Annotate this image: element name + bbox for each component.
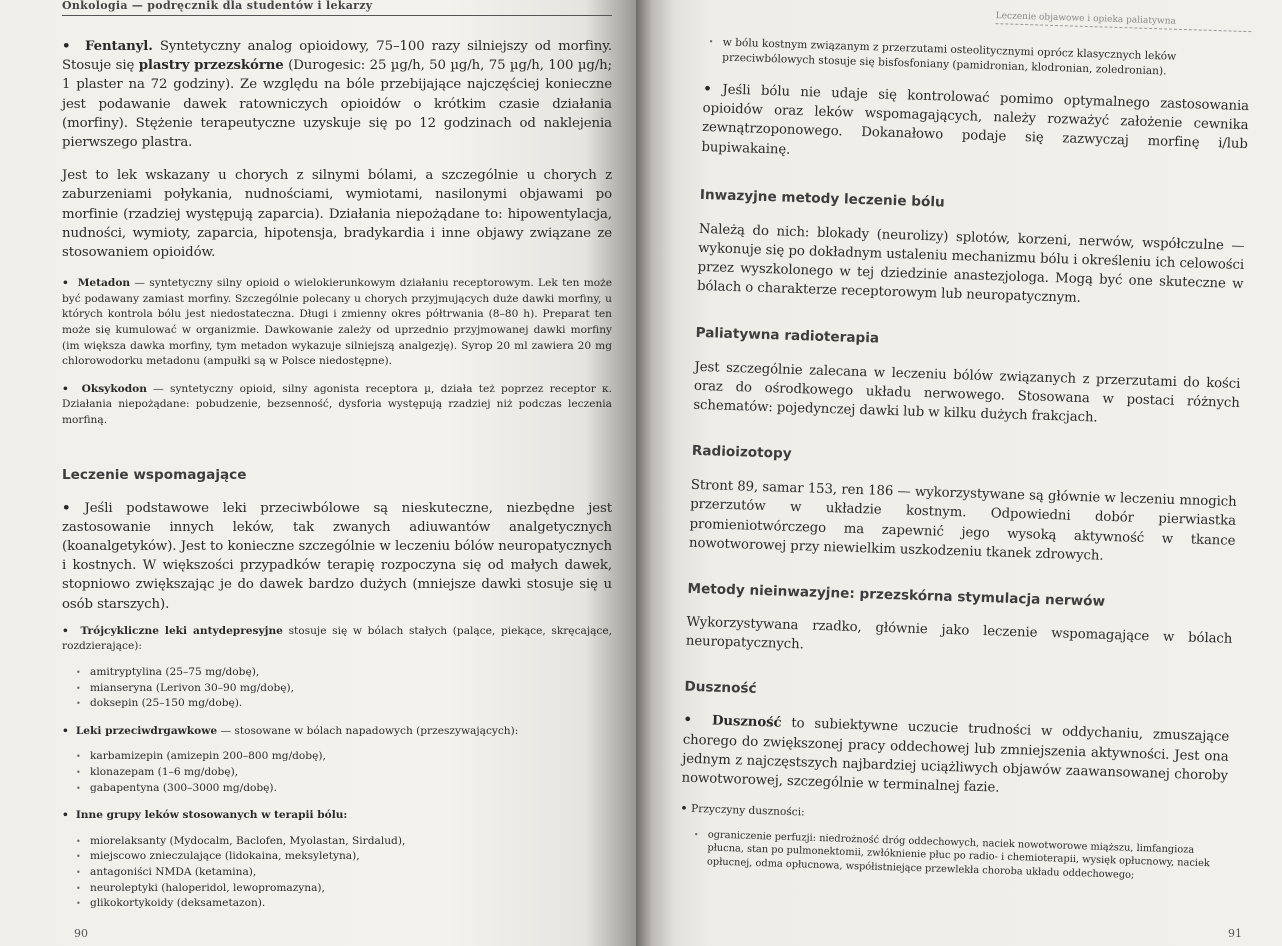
- list-item: • karbamizepin (amizepin 200–800 mg/dobę),: [80, 749, 612, 765]
- list-item: • doksepin (25–150 mg/dobę).: [80, 696, 612, 712]
- list-item: • glikokortykoidy (deksametazon).: [80, 896, 612, 912]
- przeciwdrgawkowe-paragraph: [62, 724, 612, 740]
- section-heading-radioterapia: Paliatywna radioterapia: [695, 324, 880, 347]
- list-item: • ograniczenie perfuzji: niedrożność dróg oddechowych, naciek nowotworowe miąższu, limfangioza płucna, stan po pulmonektomii, zwłóknienie płuc po radio- i chemioterapii, wysięk opłucnowy, naciek opłucnej, odma opłucnowa, współistniejące przewlekła choroba układu oddechowego;: [697, 828, 1226, 885]
- radioizotopy-paragraph: Stront 89, samar 153, ren 186 — wykorzystywane są głównie w leczeniu mnogich przerzutów w układzie kostnym. Odpowiedni dobór pierwiastka promieniotwórczego ma zapewnić jego wysoką aktywność w tkance nowotworowej przy niewielkim uszkodzeniu tkanek zdrowych.: [688, 477, 1237, 564]
- section-heading-inwazyjne: Inwazyjne metody leczenie bólu: [699, 186, 945, 211]
- list-item: • w bólu kostnym związanym z przerzutami osteolitycznymi oprócz klasycznych leków przeciwbólowych stosuje się bisfosfoniany (pamidronian, klodronian, zoledronian).: [712, 35, 1251, 81]
- list-item: • miejscowo znieczulające (lidokaina, meksyletyna),: [80, 849, 612, 865]
- inne-grupy-list: [62, 834, 612, 912]
- fentanyl-text-1: Syntetyczny analog opioidowy, 75–100 razy silniejszy od morfiny. Stosuje się: [62, 39, 612, 74]
- bisfosfoniany-list: [704, 35, 1251, 81]
- metadon-paragraph: [62, 276, 612, 370]
- inwazyjne-paragraph: Należą do nich: blokady (neurolizy) splotów, korzeni, nerwów, współczulne — wykonuje się po dokładnym ustaleniu mechanizmu bólu i określeniu ich celowości przez wyszkolonego w tej dziedzinie anastezjologa. Mogą być one skuteczne w bólach o charakterze receptorowym lub neuropatycznym.: [696, 221, 1245, 307]
- wspomagajace-paragraph: • Jeśli podstawowe leki przeciwbólowe są nieskuteczne, niezbędne jest zastosowanie innych leków, tak zwanych adiuwantów analgetycznych (koanalgetyków). Jest to konieczne szczególnie w leczeniu bólów neuropatycznych i kostnych. W większości przypadków terapię rozpoczyna się od małych dawek, stopniowo zwiększając je do dawek bardzo dużych (mniejsze dawki stosuje się u osób starszych).: [62, 499, 612, 614]
- metadon-text: — syntetyczny silny opioid o wielokierunkowym działaniu receptorowym. Lek ten może być podawany zamiast morfiny. Szczególnie polecany u chorych przyjmujących duże dawki morfiny, u których kontrola bólu jest niedostateczna. Długi i zmienny okres półtrwania (8–80 h). Preparat ten może się kumulować w organizmie. Dawkowanie zależy od uprzednio przyjmowanej dawki morfiny (im większa dawka morfiny, tym metadon wykazuje silniejszą analgezję). Syrop 20 ml zawiera 20 mg chlorowodorku metadonu (ampułki są w Polsce niedostępne).: [62, 277, 612, 368]
- list-item: • amitryptylina (25–75 mg/dobę),: [80, 665, 612, 681]
- section-heading-radioizotopy: Radioizotopy: [691, 443, 792, 463]
- trojcykliczne-list: [62, 665, 612, 712]
- section-heading-leczenie-wspomagajace: Leczenie wspomagające: [62, 466, 247, 483]
- trojcykliczne-text: stosuje się w bólach stałych (palące, piekące, skręcające, rozdzierające):: [62, 624, 612, 653]
- przyczyny-list: [679, 827, 1226, 885]
- left-page: [0, 0, 636, 946]
- fentanyl-lead: Fentanyl.: [84, 39, 153, 54]
- trojcykliczne-paragraph: [62, 624, 612, 655]
- fentanyl-text-2: (Durogesic: 25 µg/h, 50 µg/h, 75 µg/h, 100 µg/h; 1 plaster na 72 godziny). Ze względu na bóle przebijające najczęściej konieczne jest podawanie dawek ratowniczych opioidów o krótkim czasie działania (morfiny). Stężenie terapeutyczne uzyskuje się po 12 godzinach od naklejenia pierwszego plastra.: [62, 58, 612, 151]
- list-item: • antagoniści NMDA (ketamina),: [80, 865, 612, 881]
- dusznosc-lead: Duszność: [711, 713, 782, 732]
- dusznosc-paragraph: [681, 711, 1229, 805]
- inne-grupy-lead: Inne grupy leków stosowanych w terapii bólu:: [75, 809, 348, 822]
- przeciwdrgawkowe-list: [62, 749, 612, 796]
- list-item: • neuroleptyki (haloperidol, lewopromazyna),: [80, 881, 612, 897]
- przeciwdrgawkowe-text: — stosowane w bólach napadowych (przeszywających):: [217, 724, 519, 737]
- fentanyl-paragraph-2: Jest to lek wskazany u chorych z silnymi bólami, a szczególnie u chorych z zaburzeniami połykania, nudnościami, wymiotami, nasilonymi objawami po morfinie (rzadziej występują zaparcia). Działania niepożądane to: hipowentylacja, nudności, wymioty, zaparcia, hipotensja, bradykardia i inne objawy związane ze stosowaniem opioidów.: [62, 168, 612, 261]
- fentanyl-paragraph: [62, 37, 612, 152]
- cewnik-paragraph: • Jeśli bólu nie udaje się kontrolować pomimo optymalnego zastosowania opioidów oraz leków wspomagających, należy rozważyć założenie cewnika zewnątrzoponowego. Dokanałowo podaje się zazwyczaj morfinę i/lub bupiwakainę.: [701, 80, 1249, 174]
- section-heading-dusznosc: Duszność: [684, 679, 757, 698]
- metadon-lead: Metadon: [77, 277, 131, 290]
- running-head: Onkologia — podręcznik dla studentów i lekarzy: [62, 0, 612, 16]
- trojcykliczne-lead: Trójcykliczne leki antydepresyjne: [80, 624, 283, 637]
- page-number-left: 90: [74, 927, 88, 940]
- przyczyny-label: • Przyczyny duszności:: [680, 802, 1226, 835]
- oksykodon-lead: Oksykodon: [81, 382, 147, 395]
- running-head-right: Leczenie objawowe i opieka paliatywna: [995, 11, 1251, 32]
- przeciwdrgawkowe-lead: Leki przeciwdrgawkowe: [75, 724, 218, 737]
- dusznosc-text: to subiektywne uczucie trudności w oddychaniu, zmuszające chorego do zwiększonej pracy oddechowej lub zmniejszenia aktywności. Jest ona jednym z najczęstszych najbardziej uciążliwych objawów zaawansowanej choroby nowotworowej, szczególnie w terminalnej fazie.: [681, 716, 1230, 796]
- nieinwazyjne-paragraph: Wykorzystywana rzadko, głównie jako leczenie wspomagające w bólach neuropatycznych.: [685, 614, 1233, 653]
- fentanyl-bold-2: plastry przezskórne: [138, 58, 284, 74]
- list-item: • miorelaksanty (Mydocalm, Baclofen, Myolastan, Sirdalud),: [80, 834, 612, 850]
- list-item: • klonazepam (1–6 mg/dobę),: [80, 765, 612, 781]
- right-page-content: [679, 2, 1252, 885]
- oksykodon-paragraph: [62, 382, 612, 429]
- page-number-right: 91: [1228, 927, 1242, 940]
- oksykodon-text: — syntetyczny opioid, silny agonista receptora µ, działa też poprzez receptor κ. Działania niepożądane: pobudzenie, bezsenność, dysforia występują rzadziej niż podczas leczenia morfiną.: [62, 382, 612, 426]
- list-item: • gabapentyna (300–3000 mg/dobę).: [80, 781, 612, 797]
- right-page: [636, 0, 1282, 946]
- radioterapia-paragraph: Jest szczególnie zalecana w leczeniu bólów związanych z przerzutami do kości oraz do ośrodkowego układu nerwowego. Stosowana w postaci różnych schematów: pojedynczej dawki lub w kilku dużych frakcjach.: [693, 359, 1241, 426]
- list-item: • mianseryna (Lerivon 30–90 mg/dobę),: [80, 681, 612, 697]
- inne-grupy-paragraph: [62, 808, 612, 824]
- section-heading-nieinwazyjne: Metody nieinwazyjne: przezskórna stymulacja nerwów: [687, 580, 1106, 610]
